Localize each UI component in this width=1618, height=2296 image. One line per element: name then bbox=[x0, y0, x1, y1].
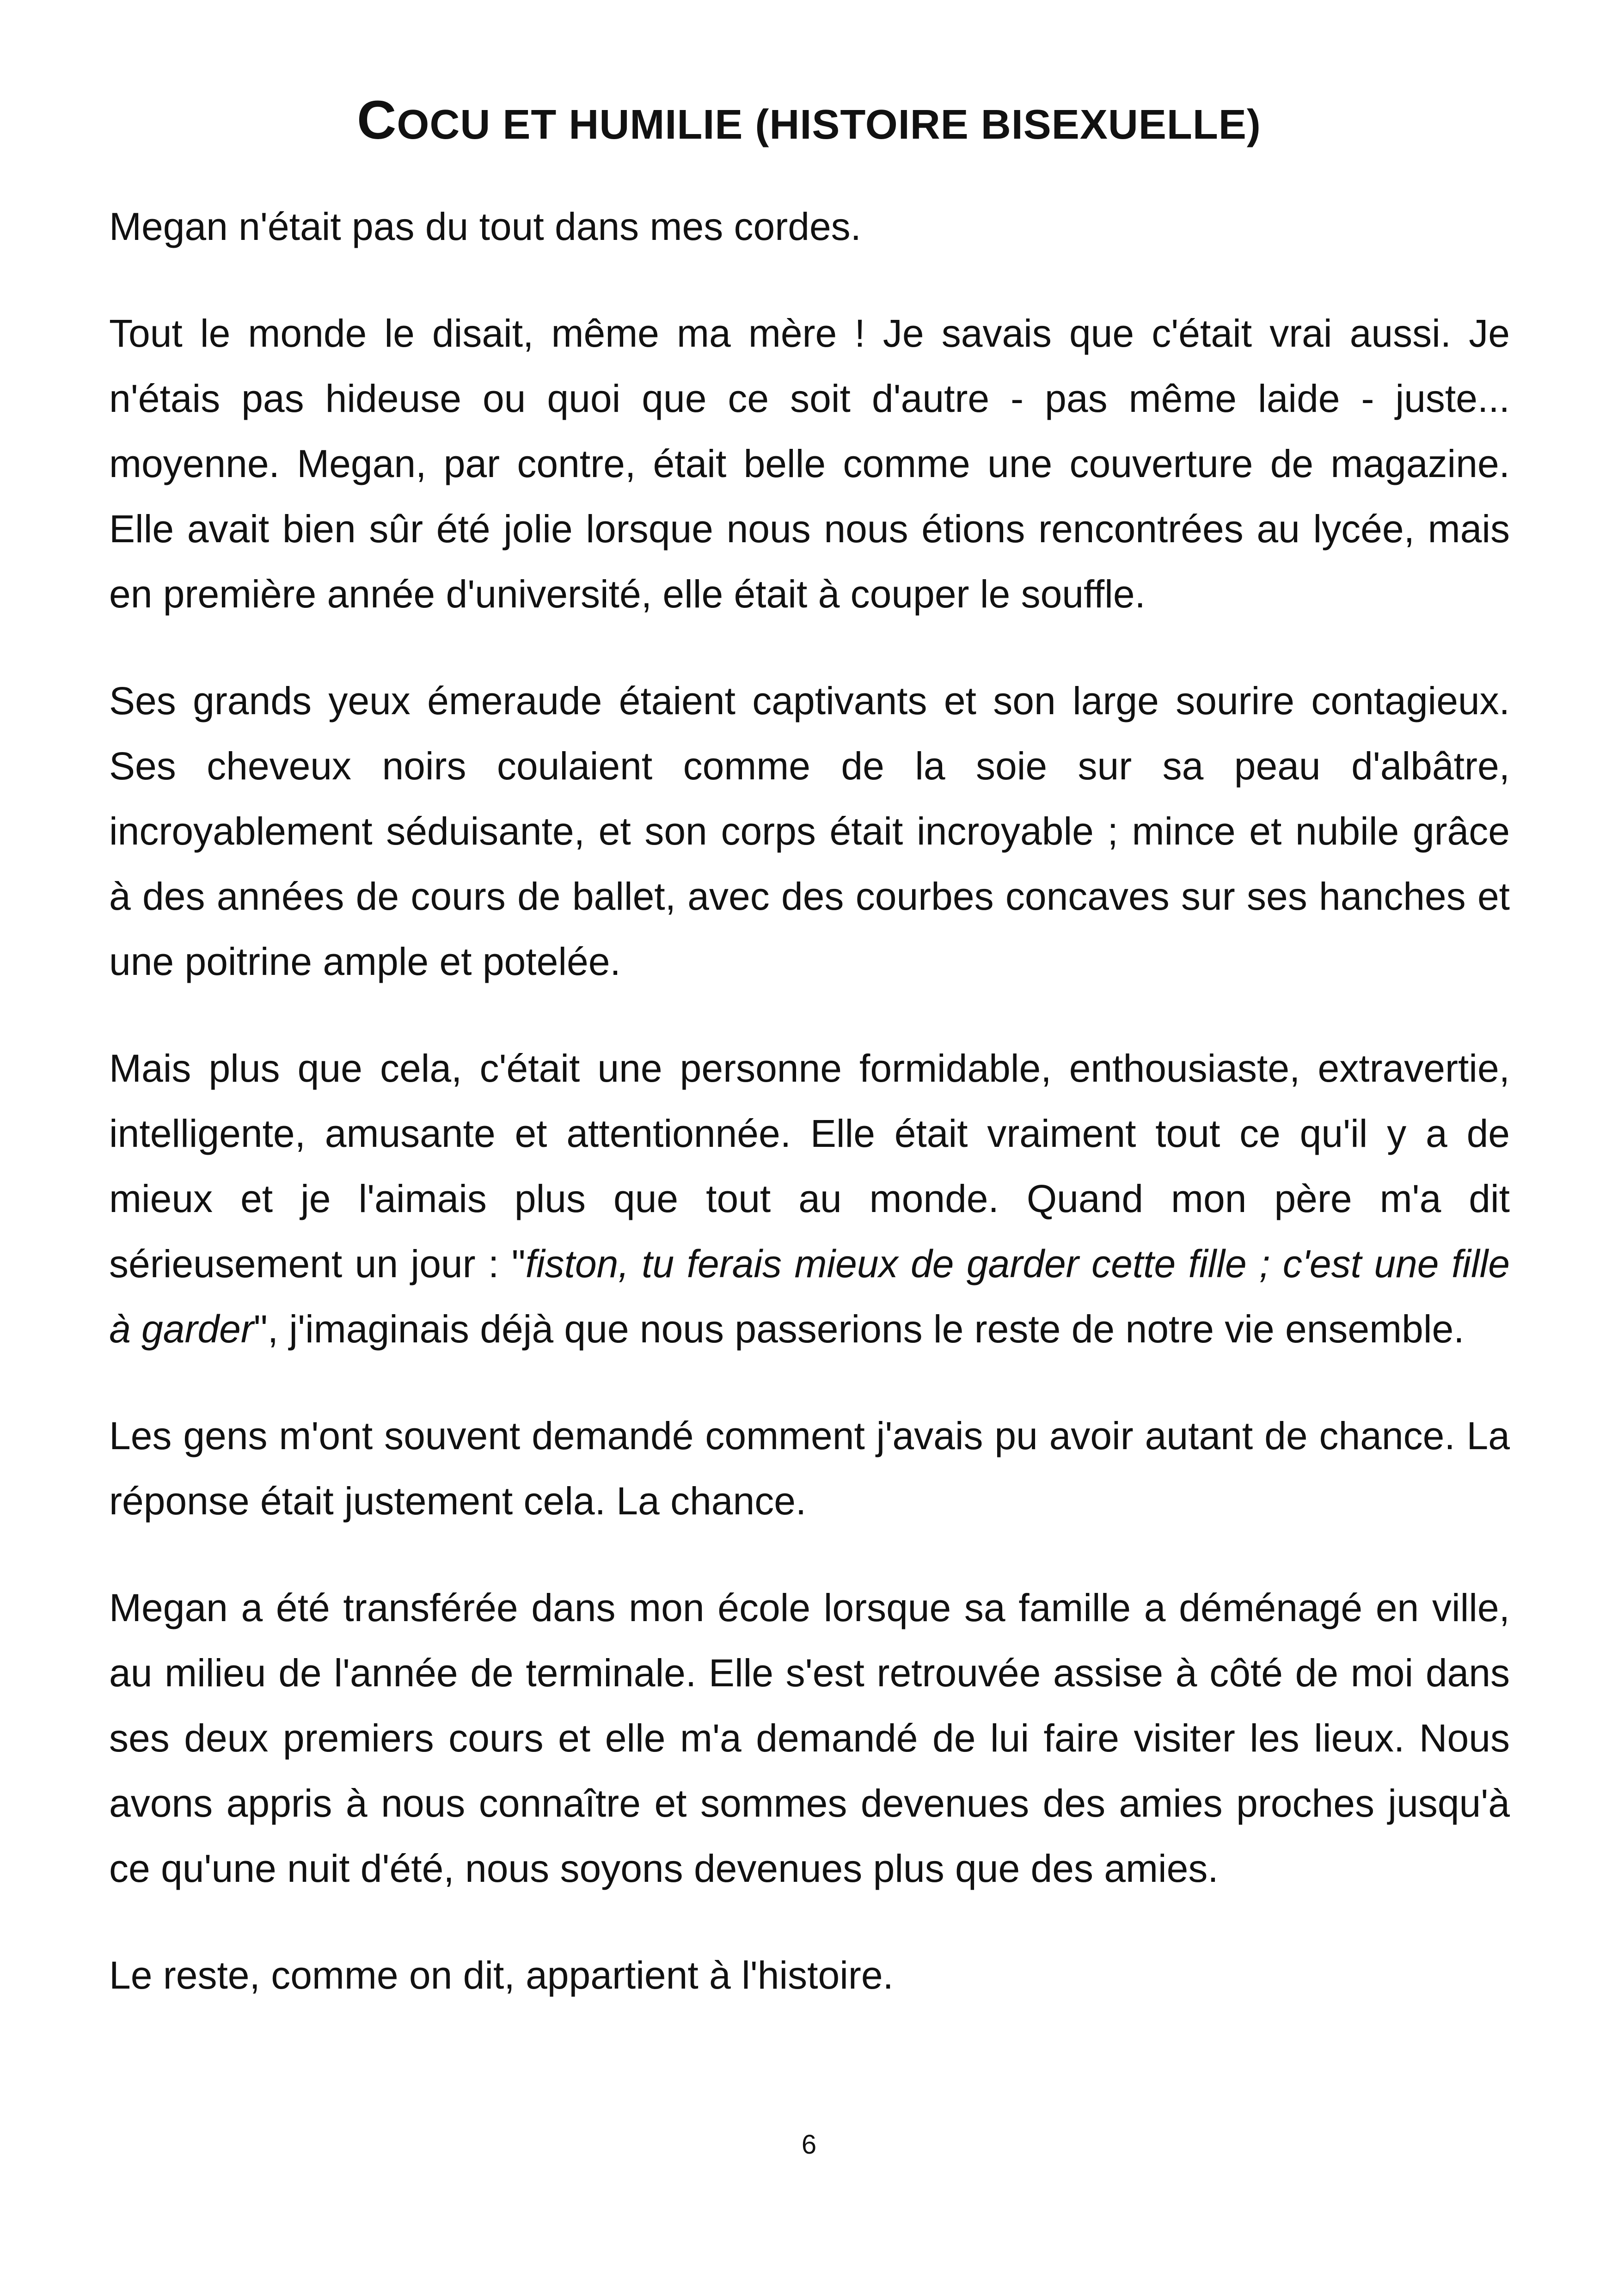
paragraph: Tout le monde le disait, même ma mère ! Je savais que c'était vrai aussi. Je n'étais pas hideuse ou quoi que ce soit d'autre - pas même laide - juste... moyenne. Megan, par contre, était belle comme une couverture de magazine. Elle avait bien sûr été jolie lorsque nous nous étions rencontrées au lycée, mais en première année d'université, elle était à couper le souffle. bbox=[109, 312, 1510, 616]
paragraph-text-after: ", j'imaginais déjà que nous passerions le reste de notre vie ensemble. bbox=[253, 1307, 1465, 1351]
paragraph-with-quote bbox=[109, 1036, 1510, 1362]
paragraph-text-before: Mais plus que cela, c'était une personne formidable, enthousiaste, extravertie, intelligente, amusante et attentionnée. Elle était vraiment tout ce qu'il y a de mieux et je l'aimais plus que tout au monde. Quand mon père m'a dit sérieusement un jour : " bbox=[109, 1047, 1510, 1286]
paragraph: Megan n'était pas du tout dans mes cordes. bbox=[109, 205, 862, 248]
title-rest: OCU ET HUMILIE (HISTOIRE BISEXUELLE) bbox=[397, 102, 1261, 148]
quoted-italic-text: fiston, tu ferais mieux de garder cette fille ; c'est une fille à garder bbox=[109, 1242, 1510, 1351]
body-text bbox=[109, 194, 1510, 2050]
paragraph: Megan a été transférée dans mon école lorsque sa famille a déménagé en ville, au milieu de l'année de terminale. Elle s'est retrouvée assise à côté de moi dans ses deux premiers cours et elle m'a demandé de lui faire visiter les lieux. Nous avons appris à nous connaître et sommes devenues des amies proches jusqu'à ce qu'une nuit d'été, nous soyons devenues plus que des amies. bbox=[109, 1586, 1510, 1890]
page-title bbox=[0, 88, 1618, 157]
page-number: 6 bbox=[801, 2130, 817, 2160]
title-initial: C bbox=[357, 90, 397, 151]
paragraph: Les gens m'ont souvent demandé comment j'avais pu avoir autant de chance. La réponse était justement cela. La chance. bbox=[109, 1414, 1510, 1523]
paragraph: Le reste, comme on dit, appartient à l'histoire. bbox=[109, 1953, 894, 1997]
paragraph: Ses grands yeux émeraude étaient captivants et son large sourire contagieux. Ses cheveux noirs coulaient comme de la soie sur sa peau d'albâtre, incroyablement séduisante, et son corps était incroyable ; mince et nubile grâce à des années de cours de ballet, avec des courbes concaves sur ses hanches et une poitrine ample et potelée. bbox=[109, 679, 1510, 983]
